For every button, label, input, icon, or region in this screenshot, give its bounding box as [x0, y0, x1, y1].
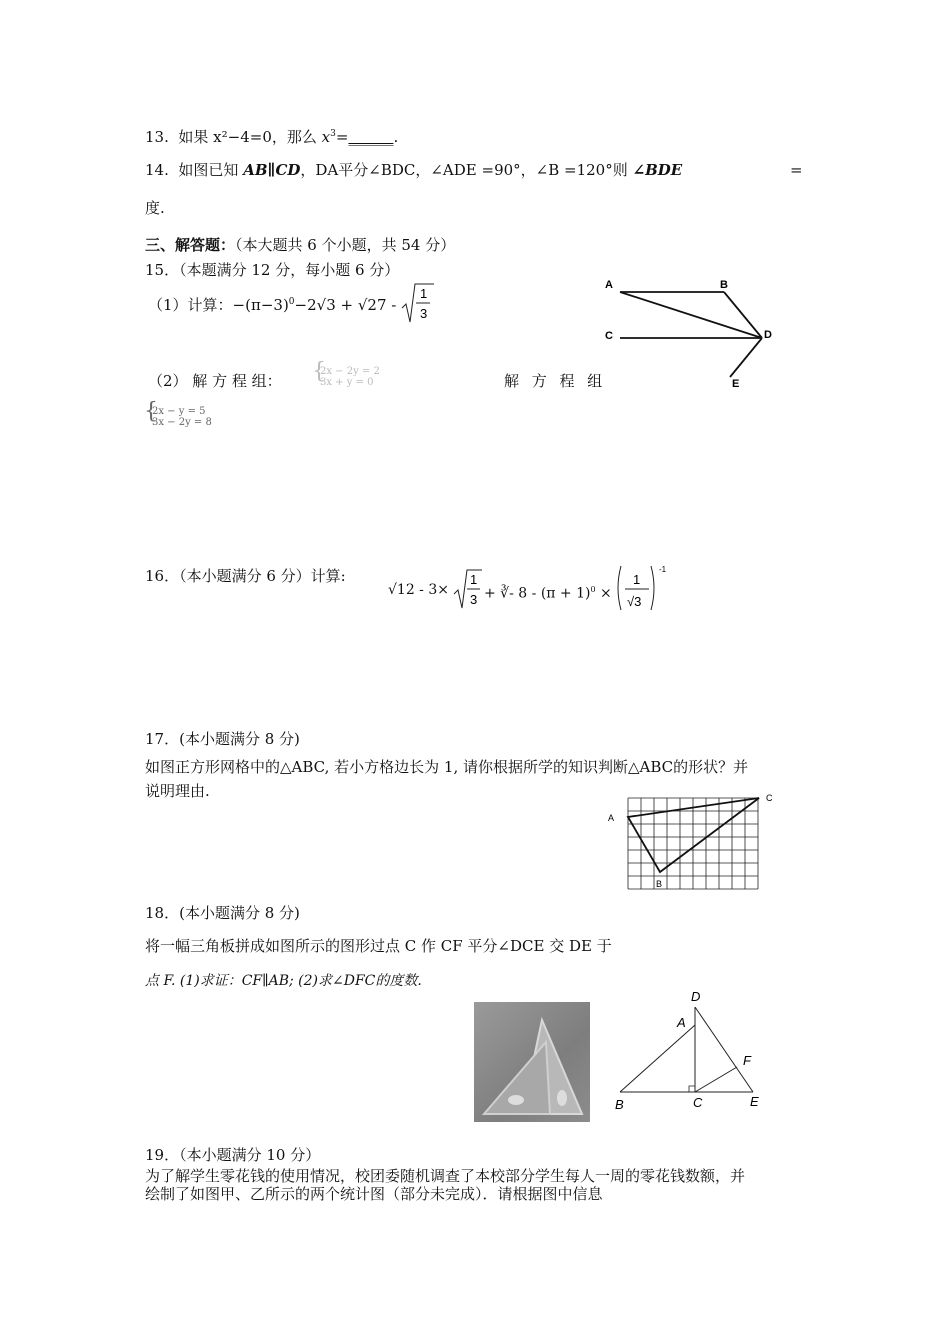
set-square-photo — [474, 1002, 590, 1122]
label-C: C — [693, 1095, 703, 1110]
q17-line1: 如图正方形网格中的△ABC, 若小方格边长为 1, 请你根据所学的知识判断△ABC的形状？并 — [145, 758, 749, 776]
q19-header: 19．（本小题满分 10 分） — [145, 1146, 321, 1164]
label-F: F — [743, 1053, 751, 1068]
q16-expr-a: √12 - 3× — [388, 582, 450, 598]
q18-header: 18．(本小题满分 8 分) — [145, 904, 300, 922]
q18-figure — [605, 985, 780, 1115]
label-D: D — [764, 329, 772, 341]
label-C: C — [605, 330, 613, 342]
q15-sqrt-fraction — [400, 282, 436, 326]
label-B: B — [656, 879, 663, 889]
q15-header: 15．（本题满分 12 分，每小题 6 分） — [145, 261, 400, 279]
set-square-drawing — [474, 1002, 590, 1122]
frac-den: 3 — [470, 592, 478, 607]
q14-equals: = — [790, 161, 803, 179]
label-A: A — [608, 813, 615, 823]
label-D: D — [691, 989, 701, 1004]
q18-line1: 将一幅三角板拼成如图所示的图形过点 C 作 CF 平分∠DCE 交 DE 于 — [145, 937, 612, 955]
label-E: E — [732, 378, 740, 390]
section3-heading: 三、解答题：（本大题共 6 个小题，共 54 分） — [145, 236, 456, 254]
frac-num: 1 — [470, 572, 478, 587]
q17-grid-figure — [600, 785, 785, 895]
q19-line1: 为了解学生零花钱的使用情况，校团委随机调查了本校部分学生每人一周的零花钱数额，并 — [145, 1167, 746, 1185]
q13-answer-blank: ______ — [348, 128, 394, 146]
label-A: A — [605, 279, 613, 291]
q17-header: 17．(本小题满分 8 分) — [145, 730, 300, 748]
q15-system2: { 2x − y = 5 3x − 2y = 8 — [144, 399, 212, 428]
q16-expr-b: + ∛- $8 - (\pi + 1)^0$ × — [484, 585, 612, 602]
label-B: B — [720, 279, 728, 291]
label-A: A — [677, 1015, 686, 1030]
q18-line2: 点 F. (1)求证：CF∥AB; (2)求∠DFC的度数. — [145, 973, 422, 989]
q19-line2: 绘制了如图甲、乙所示的两个统计图（部分未完成）．请根据图中信息 — [145, 1185, 603, 1203]
q15-figure — [600, 275, 785, 390]
q17-line2: 说明理由. — [145, 782, 210, 800]
q15-part2-label: （2） 解 方 程 组： — [148, 372, 282, 390]
frac-num: 1 — [420, 286, 428, 301]
q13-line: 13. 如果 x²−4=0，那么 $x^3=\_\_\_\_\_\_$. — [145, 128, 399, 146]
label-C: C — [766, 793, 773, 803]
label-B: B — [615, 1097, 624, 1112]
frac-den: 3 — [420, 306, 428, 321]
q15-part2-tail: 解 方 程 组 — [504, 372, 607, 390]
frac2-den: √3 — [627, 594, 642, 609]
q16-reciprocal-fraction — [615, 564, 677, 614]
q14-line2: 度. — [145, 199, 165, 217]
frac2-num: 1 — [633, 572, 641, 587]
q16-sqrt-fraction — [452, 568, 484, 612]
exponent: -1 — [659, 565, 667, 574]
q15-part1: （1）计算：$-(\pi-3)^0-2√3 + √27$ - — [148, 296, 397, 314]
q14-line: 14. 如图已知 AB∥CD，DA平分∠BDC，∠ADE =90°，∠B =120°则 ∠BDE — [145, 161, 683, 179]
q16-header: 16．（本小题满分 6 分）计算: — [145, 567, 346, 585]
q15-system1: { 2x − 2y = 2 3x + y = 0 — [312, 359, 380, 388]
label-E: E — [750, 1094, 759, 1109]
